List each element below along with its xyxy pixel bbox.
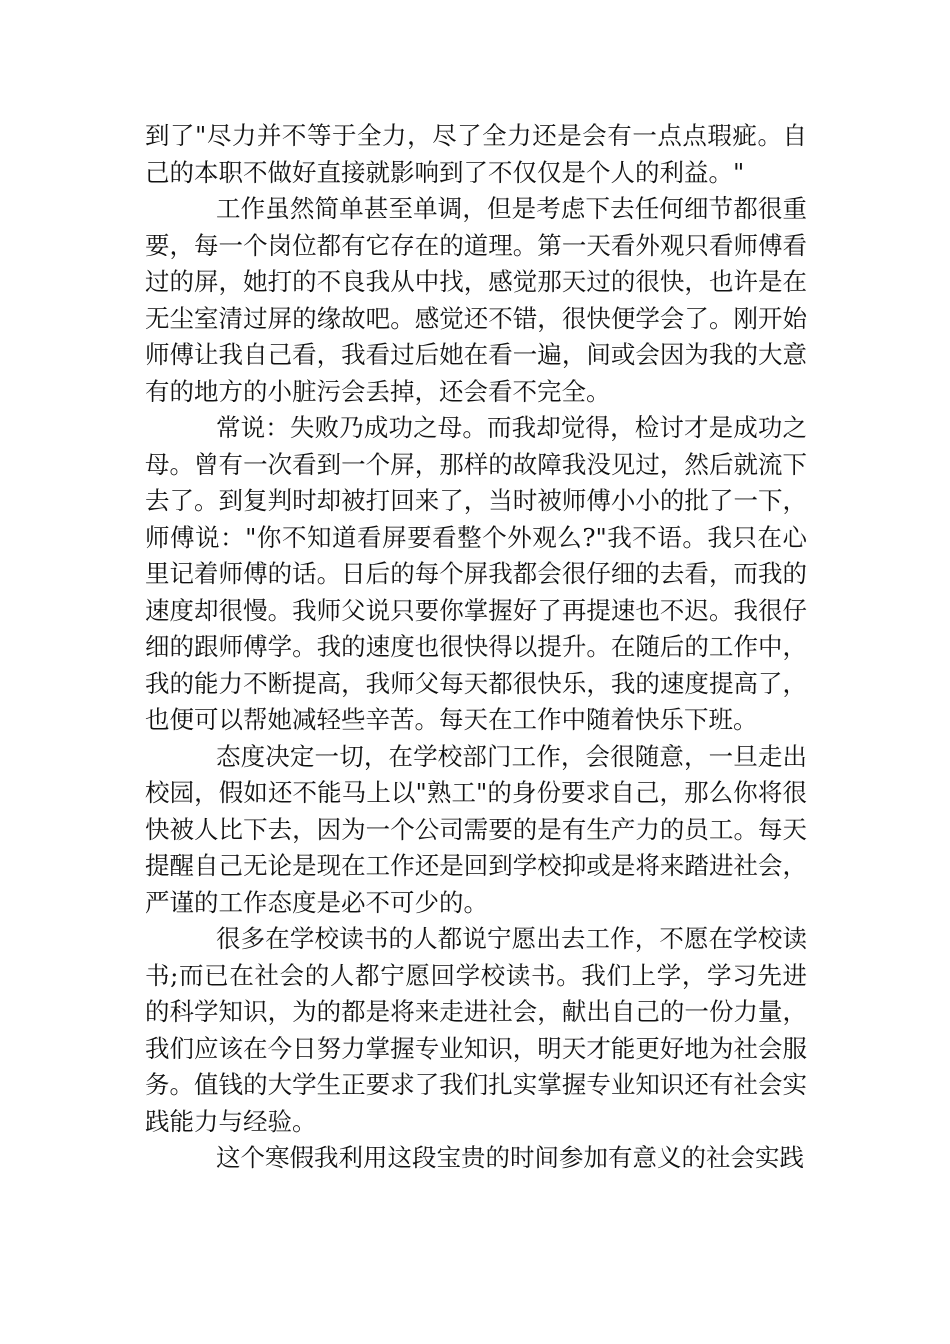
paragraph-6: 这个寒假我利用这段宝贵的时间参加有意义的社会实践 [216, 1143, 805, 1172]
paragraph-5: 很多在学校读书的人都说宁愿出去工作，不愿在学校读书;而已在社会的人都宁愿回学校读书。我们上学，学习先进的科学知识，为的都是将来走进社会，献出自己的一份力量，我们应该在今日努力掌握专业知识，明天才能更好地为社会服务。值钱的大学生正要求了我们扎实掌握专业知识还有社会实践能力与经验。 [145, 924, 807, 1136]
paragraph-4: 态度决定一切，在学校部门工作，会很随意，一旦走出校园，假如还不能马上以"熟工"的身份要求自己，那么你将很快被人比下去，因为一个公司需要的是有生产力的员工。每天提醒自己无论是现在工作还是回到学校抑或是将来踏进社会，严谨的工作态度是必不可少的。 [145, 741, 807, 917]
document-page [145, 118, 807, 1177]
paragraph-3: 常说：失败乃成功之母。而我却觉得，检讨才是成功之母。曾有一次看到一个屏，那样的故障我没见过，然后就流下去了。到复判时却被打回来了，当时被师傅小小的批了一下，师傅说："你不知道看屏要看整个外观么?"我不语。我只在心里记着师傅的话。日后的每个屏我都会很仔细的去看，而我的速度却很慢。我师父说只要你掌握好了再提速也不迟。我很仔细的跟师傅学。我的速度也很快得以提升。在随后的工作中，我的能力不断提高，我师父每天都很快乐，我的速度提高了，也便可以帮她减轻些辛苦。每天在工作中随着快乐下班。 [145, 413, 807, 734]
paragraph-1: 到了"尽力并不等于全力，尽了全力还是会有一点点瑕疵。自己的本职不做好直接就影响到了不仅仅是个人的利益。" [145, 121, 807, 187]
paragraph-2: 工作虽然简单甚至单调，但是考虑下去任何细节都很重要，每一个岗位都有它存在的道理。第一天看外观只看师傅看过的屏，她打的不良我从中找，感觉那天过的很快，也许是在无尘室清过屏的缘故吧。感觉还不错，很快便学会了。刚开始师傅让我自己看，我看过后她在看一遍，间或会因为我的大意有的地方的小脏污会丢掉，还会看不完全。 [145, 194, 807, 406]
